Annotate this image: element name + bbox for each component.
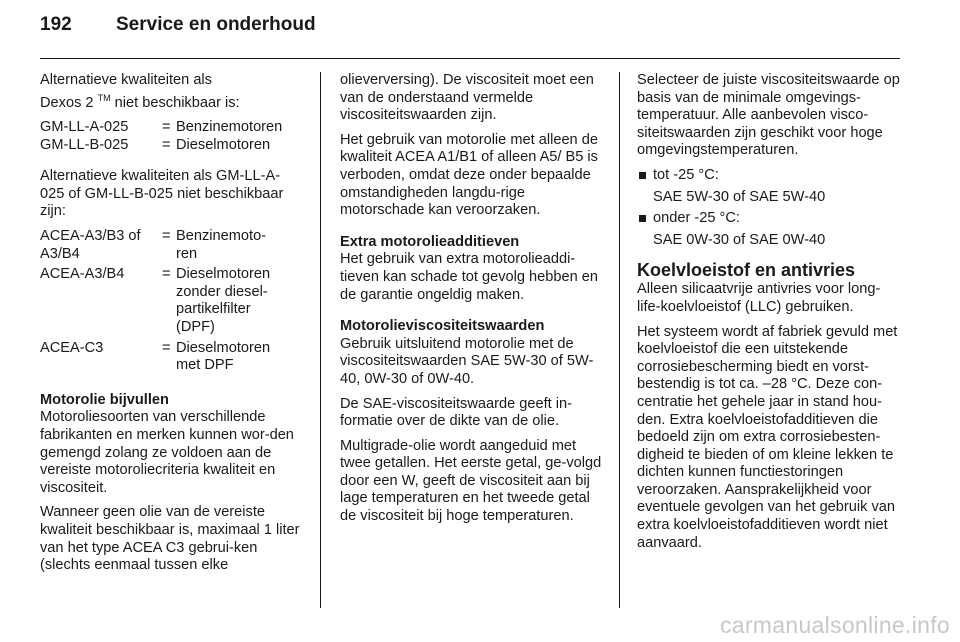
- temperature-list: [637, 167, 902, 249]
- page-header: [40, 14, 316, 50]
- paragraph-select-viscosity: Selecteer de juiste viscositeitswaarde op basis van de minimale omgevings-temperatuur. Alle aanbevolen visco-siteitswaarden zijn geschikt voor hoge omgevingstemperaturen.: [637, 72, 900, 159]
- header-divider: [40, 58, 900, 59]
- trademark-mark: TM: [97, 92, 111, 103]
- paragraph-dexos: Alternatieve kwaliteiten als Dexos 2 ™ niet beschikbaar is:: [40, 72, 240, 111]
- table-value: Benzinemotoren: [176, 119, 283, 136]
- column-2: [340, 72, 602, 533]
- table-value: Benzinemoto-ren: [176, 228, 267, 262]
- quality-table-1: [40, 119, 305, 154]
- table-eq: =: [162, 266, 171, 283]
- subheading-viscositeitswaarden: Motorolieviscositeitswaarden: [340, 318, 545, 335]
- paragraph-forbidden: Het gebruik van motorolie met alleen de kwaliteit ACEA A1/B1 of alleen A5/ B5 is verboden, omdat deze onder bepaalde omstandigheden langdu-rige motorschade kan veroorzaken.: [340, 131, 598, 219]
- paragraph-mixing: Motoroliesoorten van verschillende fabrikanten en merken kunnen wor-den gemengd zolang ze voldoen aan de vereiste motoroliecriteria kwaliteit en viscositeit.: [40, 409, 294, 496]
- table-value: Dieselmotoren: [176, 136, 271, 153]
- table-key: ACEA-A3/B4: [40, 266, 125, 283]
- page-title: Service en onderhoud: [116, 14, 316, 35]
- paragraph-alternatives: Alternatieve kwaliteiten als GM-LL-A-025 of GM-LL-B-025 niet beschikbaar zijn:: [40, 168, 284, 220]
- subheading-motorolie-bijvullen: Motorolie bijvullen: [40, 391, 169, 408]
- paragraph-viscosity-intro: olieverversing). De viscositeit moet een van de onderstaand vermelde viscositeitswaarden zijn.: [340, 72, 594, 124]
- paragraph-multigrade: Multigrade-olie wordt aangeduid met twee getallen. Het eerste getal, ge-volgd door een W, geeft de viscositeit aan bij lage temperaturen en het tweede getal de viscositeit bij hoge temperaturen.: [340, 437, 602, 525]
- table-key: ACEA-C3: [40, 339, 104, 356]
- paragraph-fallback: Wanneer geen olie van de vereiste kwaliteit beschikbaar is, maximaal 1 liter van het type ACEA C3 gebrui-ken (slechts eenmaal tussen elke: [40, 504, 300, 574]
- table-eq: =: [162, 119, 171, 136]
- table-eq: =: [162, 228, 171, 245]
- square-bullet-icon: [639, 172, 646, 179]
- column-divider-1: [320, 72, 321, 608]
- page-number: 192: [40, 14, 72, 35]
- subheading-additieven: Extra motorolieadditieven: [340, 233, 520, 250]
- paragraph-viscosity-values: Gebruik uitsluitend motorolie met de viscositeitswaarden SAE 5W-30 of 5W-40, 0W-30 of 0W-40.: [340, 335, 594, 387]
- list-item: tot -25 °C: SAE 5W-30 of SAE 5W-40: [637, 167, 902, 206]
- square-bullet-icon: [639, 215, 646, 222]
- table-value: Dieselmotoren zonder diesel-partikelfilter (DPF): [176, 266, 271, 335]
- section-heading-koelvloeistof: Koelvloeistof en antivries: [637, 260, 856, 281]
- quality-table-2: [40, 228, 305, 378]
- paragraph-sae: De SAE-viscositeitswaarde geeft in-formatie over de dikte van de olie.: [340, 395, 572, 430]
- paragraph-additives: Het gebruik van extra motorolieaddi-tieven kan schade tot gevolg hebben en de garantie ongeldig maken.: [340, 251, 599, 303]
- paragraph-silicate-free: Alleen silicaatvrije antivries voor long-life-koelvloeistof (LLC) gebruiken.: [637, 281, 881, 315]
- table-eq: =: [162, 339, 171, 356]
- column-divider-2: [619, 72, 620, 608]
- column-1: [40, 72, 305, 582]
- paragraph-factory-fill: Het systeem wordt af fabriek gevuld met koelvloeistof die een uitstekende corrosiebescherming biedt en vorst-bestendig is tot ca. –28 °C. Deze con-centratie het gehele jaar in stand hou-den. Extra koelvloeistofadditieven die bedoeld zijn om extra corrosiebesten-digheid te bieden of om kleine lekken te dichten kunnen functiestoringen veroorzaken. Aansprakelijkheid voor eventuele gevolgen van het gebruik van extra koelvloeistofadditieven wordt niet aanvaard.: [637, 323, 898, 551]
- table-eq: =: [162, 136, 171, 153]
- table-key: ACEA-A3/B3 of A3/B4: [40, 228, 141, 262]
- column-3: [637, 72, 902, 559]
- watermark: carmanualsonline.info: [719, 612, 950, 638]
- list-item: onder -25 °C: SAE 0W-30 of SAE 0W-40: [637, 210, 902, 249]
- table-key: GM-LL-A-025: [40, 119, 129, 136]
- table-key: GM-LL-B-025: [40, 136, 129, 153]
- table-value: Dieselmotoren met DPF: [176, 339, 271, 374]
